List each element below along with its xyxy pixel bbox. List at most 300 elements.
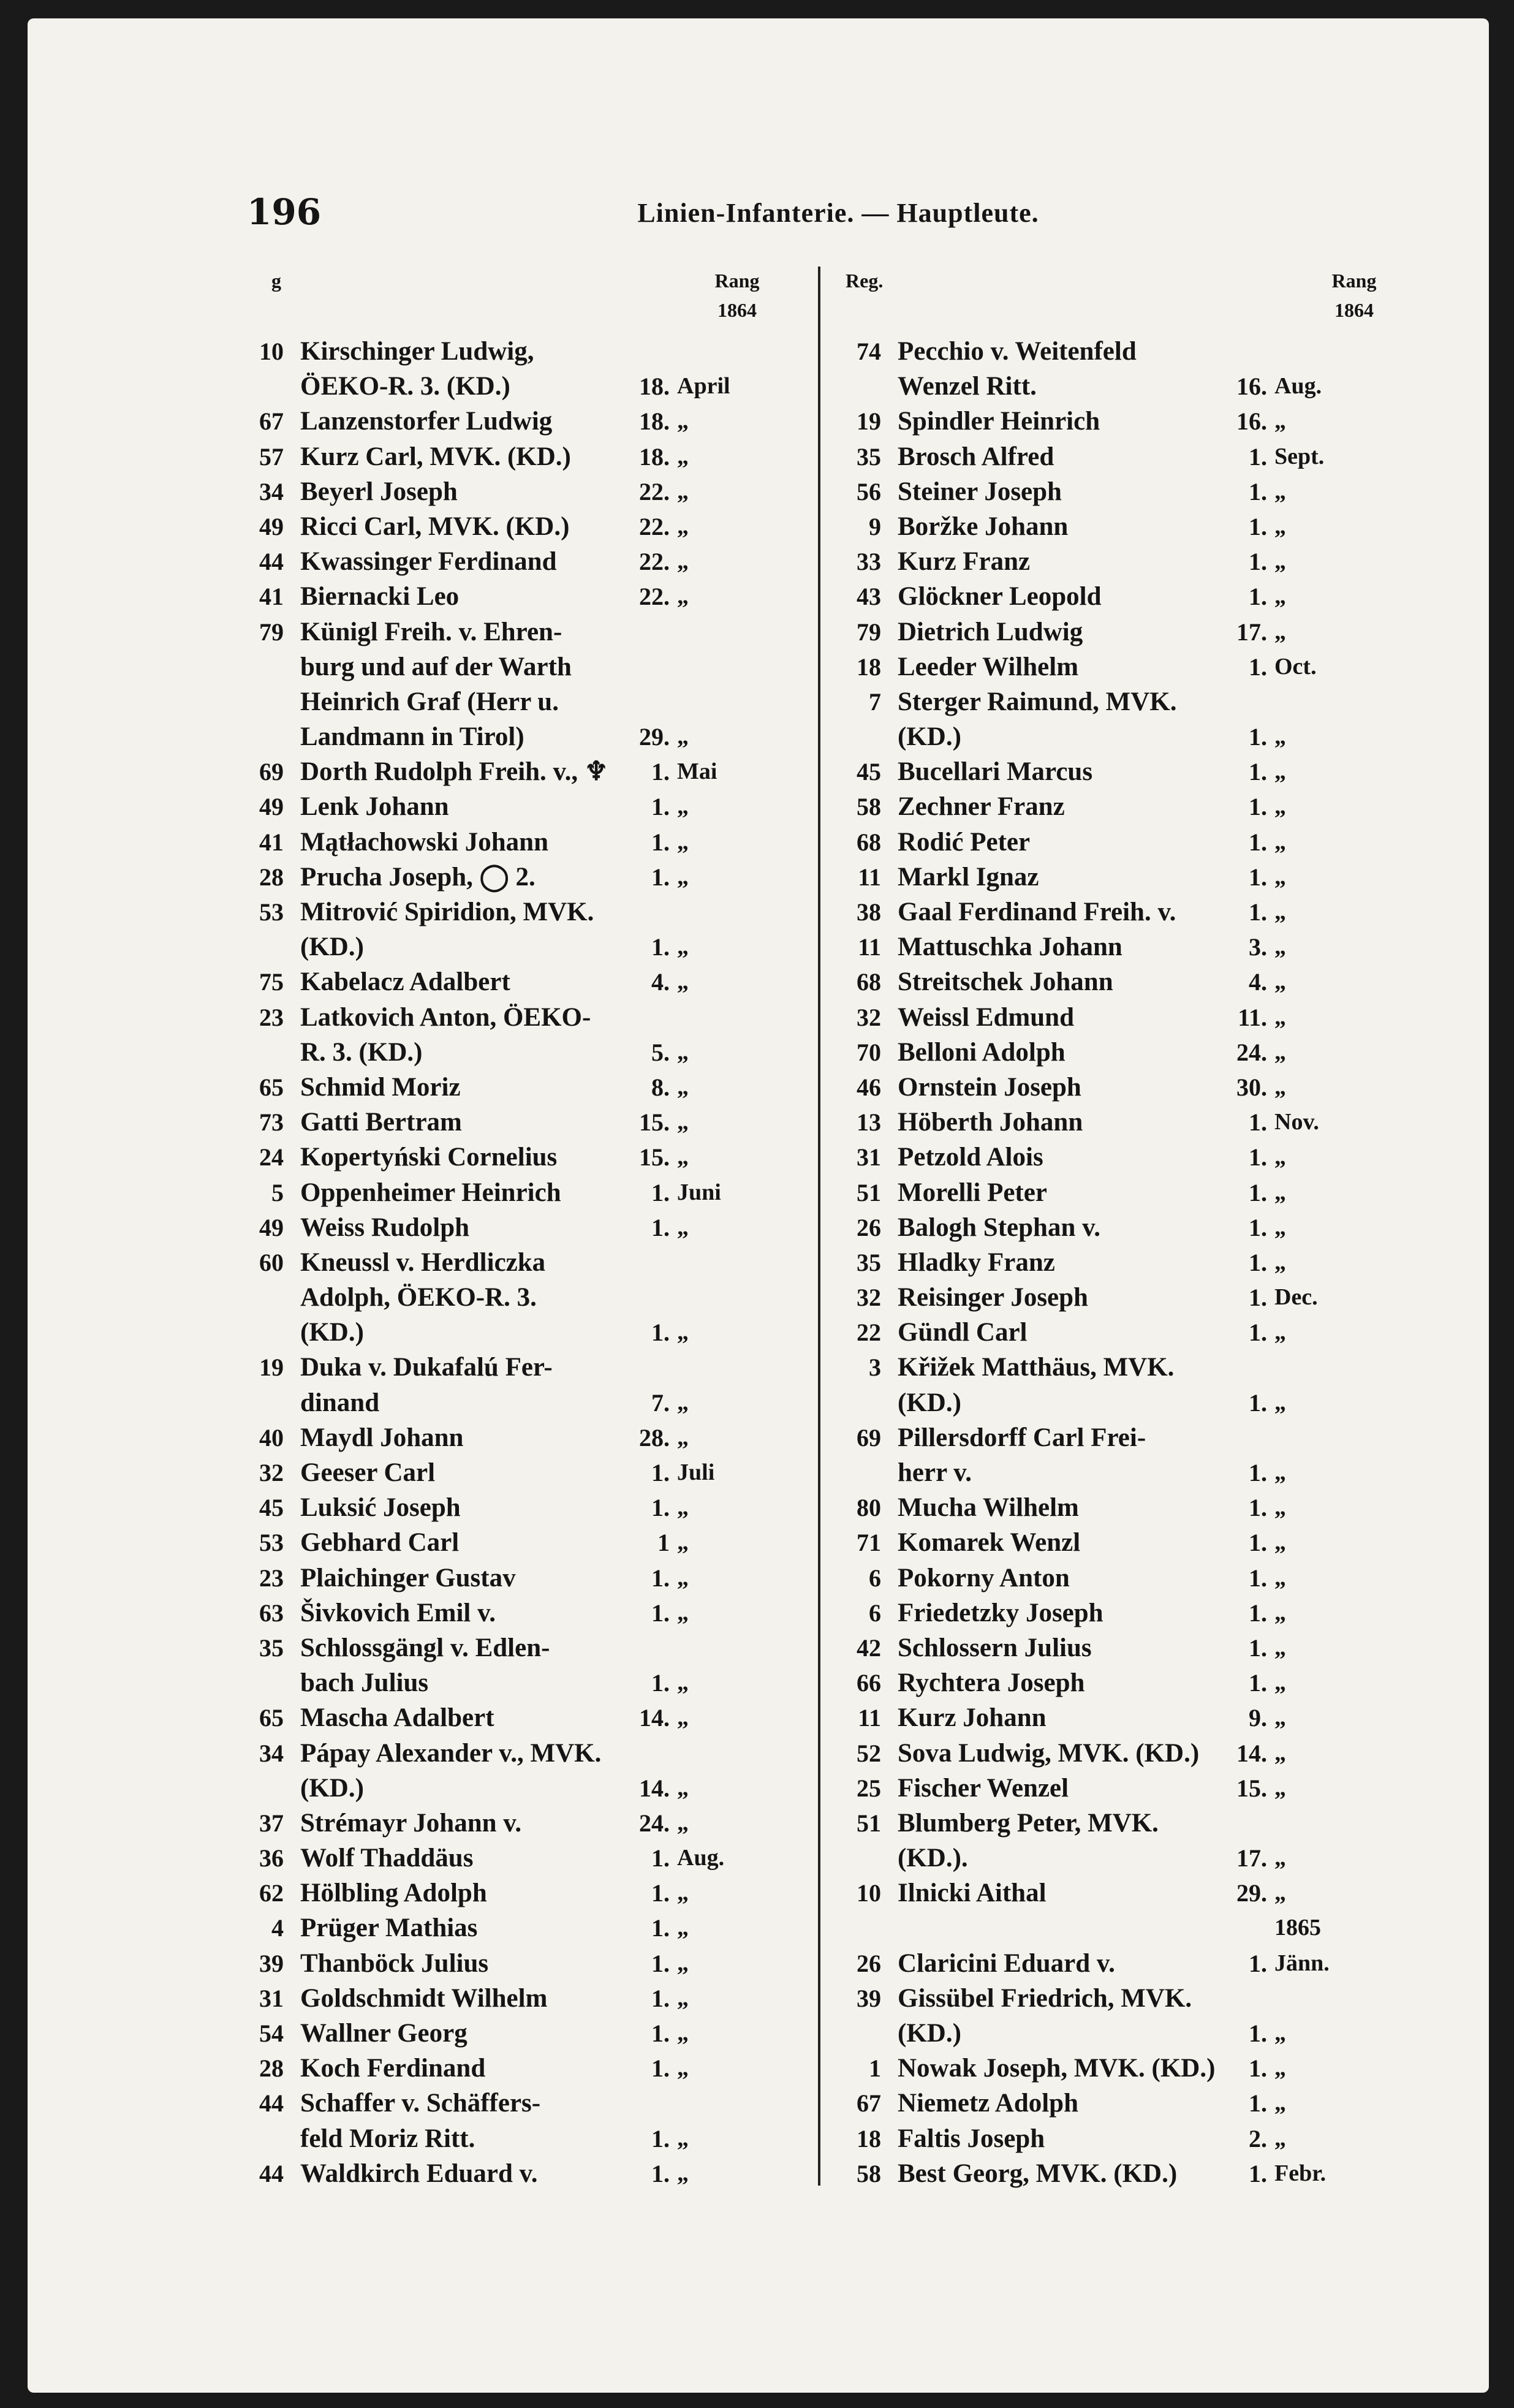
rank-day: 16. [1236,373,1267,401]
table-row [236,895,787,930]
regiment-number: 13 [857,1108,881,1137]
officer-name: Sova Ludwig, MVK. (KD.) [898,1738,1200,1768]
regiment-number: 18 [857,653,881,681]
rank-month: Dec. [1274,1284,1318,1311]
rank-day: 4. [651,968,670,996]
regiment-number: 19 [259,1354,284,1382]
rank-day: 1. [1249,1284,1267,1312]
table-row [236,1140,787,1175]
regiment-number: 43 [857,583,881,611]
rank-day: 5. [651,1038,670,1066]
table-row [236,1700,787,1735]
table-row [833,789,1385,824]
regiment-number: 44 [259,2089,284,2118]
rank-month: Mai [677,759,717,785]
rank-day: 1. [651,1844,670,1872]
rank-day: 1. [651,1914,670,1942]
rank-day: 1. [1249,2020,1267,2047]
regiment-number: 69 [259,758,284,786]
rank-day: 15. [639,1143,670,1172]
officer-name: Geeser Carl [300,1458,436,1487]
table-row [833,1561,1385,1596]
officer-name: (KD.) [898,1388,961,1417]
officer-name: Thanböck Julius [300,1948,489,1978]
regiment-number: 35 [857,442,881,471]
rank-month: „ [677,1144,689,1170]
officer-name: Faltis Joseph [898,2124,1045,2153]
rank-month: „ [1274,863,1286,890]
officer-name: Künigl Freih. v. Ehren- [300,617,562,646]
table-row [236,439,787,474]
regiment-number: 9 [869,512,881,540]
regiment-number: 1 [869,2054,881,2083]
rank-day: 1. [1249,1599,1267,1627]
officer-name: Morelli Peter [898,1178,1047,1207]
left-roster-table [236,334,787,2191]
rank-day: 15. [1236,1774,1267,1802]
table-row [833,1771,1385,1806]
table-row [833,334,1385,369]
rank-month: „ [677,1564,689,1591]
officer-name: Luksić Joseph [300,1493,461,1523]
rank-month: „ [1274,1249,1286,1275]
table-row [833,1385,1385,1420]
table-row [236,1876,787,1910]
rank-month: Aug. [677,1845,725,1871]
table-row [236,2016,787,2051]
rank-month: Juli [677,1460,715,1485]
table-row [236,2086,787,2121]
regiment-number: 34 [259,477,284,505]
table-row [833,1630,1385,1665]
table-row [236,544,787,579]
rank-month: „ [1274,759,1286,785]
regiment-number: 58 [857,2159,881,2187]
rank-day: 24. [639,1809,670,1837]
regiment-number: 45 [857,758,881,786]
rank-day: 1. [1249,1388,1267,1417]
regiment-number: 79 [259,618,284,646]
officer-name: Goldschmidt Wilhelm [300,1983,548,2013]
rank-day: 1. [1249,1143,1267,1172]
rank-day: 1. [1249,1634,1267,1662]
officer-name: Kabelacz Adalbert [300,967,510,997]
table-row [236,1245,787,1280]
rank-day: 1. [1249,1494,1267,1522]
table-row [833,2121,1385,2156]
rank-month: „ [1274,1319,1286,1346]
table-row [833,825,1385,860]
rank-month: „ [1274,1389,1286,1415]
table-row [236,1000,787,1035]
table-row [236,1035,787,1070]
rank-month: „ [1274,1845,1286,1871]
table-row [833,1000,1385,1035]
officer-name: Wolf Thaddäus [300,1844,474,1873]
rank-day: 1. [1249,1459,1267,1486]
rank-month: „ [1274,1529,1286,1556]
rank-day: 1. [1249,2159,1267,2187]
officer-name: Kurz Carl, MVK. (KD.) [300,442,571,471]
table-row [236,860,787,895]
rank-month: „ [677,2020,689,2046]
officer-name: bach Julius [300,1668,429,1698]
rank-month: „ [677,1774,689,1801]
table-row [833,1700,1385,1735]
rank-day: 1. [1249,1178,1267,1206]
table-row [833,439,1385,474]
officer-name: Prüger Mathias [300,1914,478,1943]
officer-name: (KD.) [898,2019,961,2048]
rank-month: Oct. [1274,653,1317,680]
regiment-number: 73 [259,1108,284,1137]
regiment-number: 31 [259,1984,284,2012]
rank-day: 1. [1249,653,1267,681]
table-row [236,754,787,789]
officer-name: (KD.) [300,933,364,962]
rank-month: „ [1274,793,1286,820]
rank-day: 14. [1236,1739,1267,1767]
regiment-number: 63 [259,1599,284,1627]
right-column-header [833,270,1397,337]
officer-name: Bucellari Marcus [898,757,1093,787]
rank-day: 17. [1236,1844,1267,1872]
rank-month: „ [1274,1004,1286,1030]
officer-name: Dorth Rudolph Freih. v., ♆ [300,757,608,787]
officer-name: Mątłachowski Johann [300,827,548,857]
officer-name: (KD.). [898,1844,968,1873]
officer-name: (KD.) [300,1773,364,1803]
rank-day: 1 [657,1529,670,1557]
officer-name: Adolph, ÖEKO-R. 3. [300,1283,537,1312]
rank-month: „ [1274,2125,1286,2151]
rank-month: „ [1274,1705,1286,1731]
rank-day: 14. [639,1774,670,1802]
officer-name: Křižek Matthäus, MVK. [898,1353,1175,1382]
officer-name: Heinrich Graf (Herr u. [300,687,559,716]
officer-name: Kirschinger Ludwig, [300,337,534,366]
table-row [236,1105,787,1140]
regiment-number: 26 [857,1949,881,1977]
rank-month: „ [677,1915,689,1941]
rank-day: 30. [1236,1073,1267,1101]
rank-day: 3. [1249,933,1267,961]
table-row [833,1876,1385,1910]
regiment-number: 49 [259,1213,284,1241]
table-row [833,1525,1385,1560]
table-row [833,930,1385,964]
rank-month: „ [677,1039,689,1065]
regiment-number: 67 [857,2089,881,2118]
officer-name: Gatti Bertram [300,1108,462,1137]
officer-name: Mucha Wilhelm [898,1493,1079,1523]
rank-month: „ [677,1809,689,1836]
regiment-number: 11 [858,1704,881,1732]
rank-day: 18. [639,407,670,436]
rank-day: 1. [651,1213,670,1241]
officer-name: Pillersdorff Carl Frei- [898,1423,1146,1452]
table-row [833,1455,1385,1490]
regiment-number: 54 [259,2020,284,2047]
rank-month: „ [1274,2055,1286,2081]
officer-name: Dietrich Ludwig [898,617,1083,646]
officer-name: Wenzel Ritt. [898,372,1037,401]
rank-month: „ [1274,1179,1286,1205]
officer-name: Balogh Stephan v. [898,1213,1100,1242]
officer-name: Pápay Alexander v., MVK. [300,1738,602,1768]
regiment-number: 32 [857,1284,881,1312]
regiment-number: 51 [857,1178,881,1206]
rank-month: „ [1274,2020,1286,2046]
officer-name: (KD.) [300,1318,364,1347]
officer-name: Duka v. Dukafalú Fer- [300,1353,553,1382]
officer-name: Hölbling Adolph [300,1879,487,1908]
table-row [236,825,787,860]
rank-month: „ [1274,548,1286,575]
officer-name: Zechner Franz [898,792,1065,822]
rank-month: Sept. [1274,443,1325,469]
regiment-number: 62 [259,1879,284,1907]
officer-name: Šivkovich Emil v. [300,1598,496,1627]
regiment-number: 53 [259,1529,284,1557]
officer-name: Lenk Johann [300,792,449,822]
table-row [236,509,787,544]
rank-month: „ [1274,1564,1286,1591]
regiment-number: 7 [869,687,881,716]
table-row [236,334,787,369]
rank-day: 1. [651,1178,670,1206]
rank-day: 22. [639,512,670,540]
right-reg-header: Reg. [846,270,884,292]
rank-month: „ [677,1529,689,1556]
rank-day: 1. [651,758,670,786]
regiment-number: 70 [857,1038,881,1066]
regiment-number: 65 [259,1073,284,1101]
officer-name: Pecchio v. Weitenfeld [898,337,1137,366]
officer-name: Belloni Adolph [898,1037,1065,1067]
rank-month: „ [1274,1599,1286,1626]
rank-day: 1. [651,2020,670,2047]
rank-month: „ [677,1389,689,1415]
regiment-number: 5 [271,1178,284,1206]
officer-name: Mitrović Spiridion, MVK. [300,898,594,926]
officer-name: Leeder Wilhelm [898,652,1079,681]
officer-name: Friedetzky Joseph [898,1598,1103,1627]
officer-name: Höberth Johann [898,1108,1083,1137]
officer-name: Ilnicki Aithal [898,1879,1047,1908]
rank-month: „ [1274,583,1286,610]
regiment-number: 44 [259,548,284,576]
rank-month: „ [677,1880,689,1906]
table-row [833,1596,1385,1630]
page-header [247,191,1429,240]
officer-name: Kneussl v. Herdliczka [300,1248,546,1277]
rank-day: 1. [651,1949,670,1977]
table-row [236,2121,787,2156]
rank-month: „ [1274,899,1286,925]
rank-month: Febr. [1274,2160,1327,2186]
rank-day: 1. [1249,723,1267,751]
regiment-number: 49 [259,793,284,821]
table-row [833,579,1385,614]
officer-name: Gündl Carl [898,1318,1028,1347]
officer-name: Hladky Franz [898,1248,1055,1277]
regiment-number: 52 [857,1739,881,1767]
rank-day: 29. [1236,1879,1267,1907]
table-row [236,2051,787,2086]
rank-month: „ [677,1670,689,1696]
regiment-number: 32 [857,1003,881,1031]
rank-day: 1. [1249,1529,1267,1557]
table-row [833,474,1385,509]
left-reg-header: g [271,270,281,292]
regiment-number: 26 [857,1213,881,1241]
officer-name: Oppenheimer Heinrich [300,1178,561,1207]
officer-name: Reisinger Joseph [898,1283,1088,1312]
table-row [236,1561,787,1596]
rank-day: 1. [1249,898,1267,926]
rank-day: 1. [651,2124,670,2152]
officer-name: Kurz Johann [898,1703,1047,1733]
officer-name: Wallner Georg [300,2019,467,2048]
officer-name: Schaffer v. Schäffers- [300,2089,541,2118]
table-row [833,1350,1385,1385]
table-row [833,2156,1385,2191]
rank-month: „ [1274,2090,1286,2116]
rank-day: 1. [1249,1319,1267,1347]
regiment-number: 34 [259,1739,284,1767]
rank-day: 1. [651,933,670,961]
regiment-number: 11 [858,933,881,961]
table-row [833,1736,1385,1771]
regiment-number: 69 [857,1423,881,1452]
officer-name: Mascha Adalbert [300,1703,494,1733]
rank-day: 28. [639,1423,670,1452]
officer-name: Rychtera Joseph [898,1668,1085,1698]
rank-day: 1. [1249,1108,1267,1137]
regiment-number: 10 [259,338,284,365]
table-row [833,1490,1385,1525]
rank-month: „ [677,2160,689,2186]
rank-month: „ [677,969,689,995]
regiment-number: 28 [259,863,284,891]
rank-day: 24. [1236,1038,1267,1066]
officer-name: Maydl Johann [300,1423,464,1452]
rank-month: „ [1274,618,1286,645]
rank-month: „ [677,1985,689,2011]
rank-month: Jänn. [1274,1950,1330,1976]
rank-day: 1. [1249,1248,1267,1276]
regiment-number: 11 [858,863,881,891]
regiment-number: 45 [259,1494,284,1522]
officer-name: Beyerl Joseph [300,477,458,506]
regiment-number: 33 [857,548,881,576]
table-row [236,1420,787,1455]
regiment-number: 23 [259,1564,284,1592]
officer-name: Ricci Carl, MVK. (KD.) [300,512,570,541]
table-row [236,964,787,999]
table-row [236,1771,787,1806]
officer-name: Weiss Rudolph [300,1213,470,1242]
rank-day: 22. [639,548,670,576]
table-row [833,684,1385,719]
officer-name: Blumberg Peter, MVK. [898,1808,1159,1838]
officer-name: Claricini Eduard v. [898,1948,1115,1978]
officer-name: Waldkirch Eduard v. [300,2159,538,2188]
regiment-number: 40 [259,1423,284,1452]
rank-day: 1. [1249,548,1267,576]
table-row [833,2016,1385,2051]
officer-name: Streitschek Johann [898,967,1113,997]
officer-name: Schlossern Julius [898,1633,1092,1662]
regiment-number: 79 [857,618,881,646]
table-row [236,1806,787,1841]
officer-name: Pokorny Anton [898,1563,1070,1592]
rank-month: „ [677,2125,689,2151]
column-divider [818,267,820,2186]
rank-month: „ [1274,1880,1286,1906]
officer-name: Weissl Edmund [898,1002,1074,1032]
regiment-number: 6 [869,1564,881,1592]
rank-day: 18. [639,442,670,471]
rank-day: 15. [639,1108,670,1137]
regiment-number: 32 [259,1459,284,1486]
table-row [236,1280,787,1315]
rank-month: „ [677,548,689,575]
rank-month: „ [1274,1670,1286,1696]
regiment-number: 37 [259,1809,284,1837]
officer-name: Landmann in Tirol) [300,722,524,752]
table-row [833,1280,1385,1315]
rank-day: 9. [1249,1704,1267,1732]
rank-day: 1. [1249,2054,1267,2083]
regiment-number: 28 [259,2054,284,2083]
rank-day: 1. [651,2054,670,2083]
rank-day: 11. [1238,1003,1267,1031]
officer-name: Lanzenstorfer Ludwig [300,407,553,436]
rank-day: 1. [1249,583,1267,611]
rank-day: 4. [1249,968,1267,996]
table-row [833,1210,1385,1245]
rank-day: 1. [651,828,670,856]
officer-name: feld Moriz Ritt. [300,2124,475,2153]
page-number: 196 [247,191,322,233]
rank-day: 1. [1249,1669,1267,1697]
table-row [236,789,787,824]
rank-month: „ [1274,1039,1286,1065]
regiment-number: 57 [259,442,284,471]
rank-month: „ [677,863,689,890]
regiment-number: 42 [857,1634,881,1662]
regiment-number: 18 [857,2124,881,2152]
table-row [833,1140,1385,1175]
rank-month: „ [1274,1740,1286,1766]
table-row [236,579,787,614]
rank-month: „ [677,724,689,750]
table-row [833,1946,1385,1981]
officer-name: Nowak Joseph, MVK. (KD.) [898,2054,1216,2083]
rank-day: 1. [651,2159,670,2187]
document-page [28,18,1489,2393]
regiment-number: 36 [259,1844,284,1872]
officer-name: Mattuschka Johann [898,933,1122,962]
table-row [236,1665,787,1700]
table-row [833,1665,1385,1700]
table-row [236,1596,787,1630]
rank-month: „ [1274,1144,1286,1170]
table-row [236,1175,787,1210]
officer-name: (KD.) [898,722,961,752]
